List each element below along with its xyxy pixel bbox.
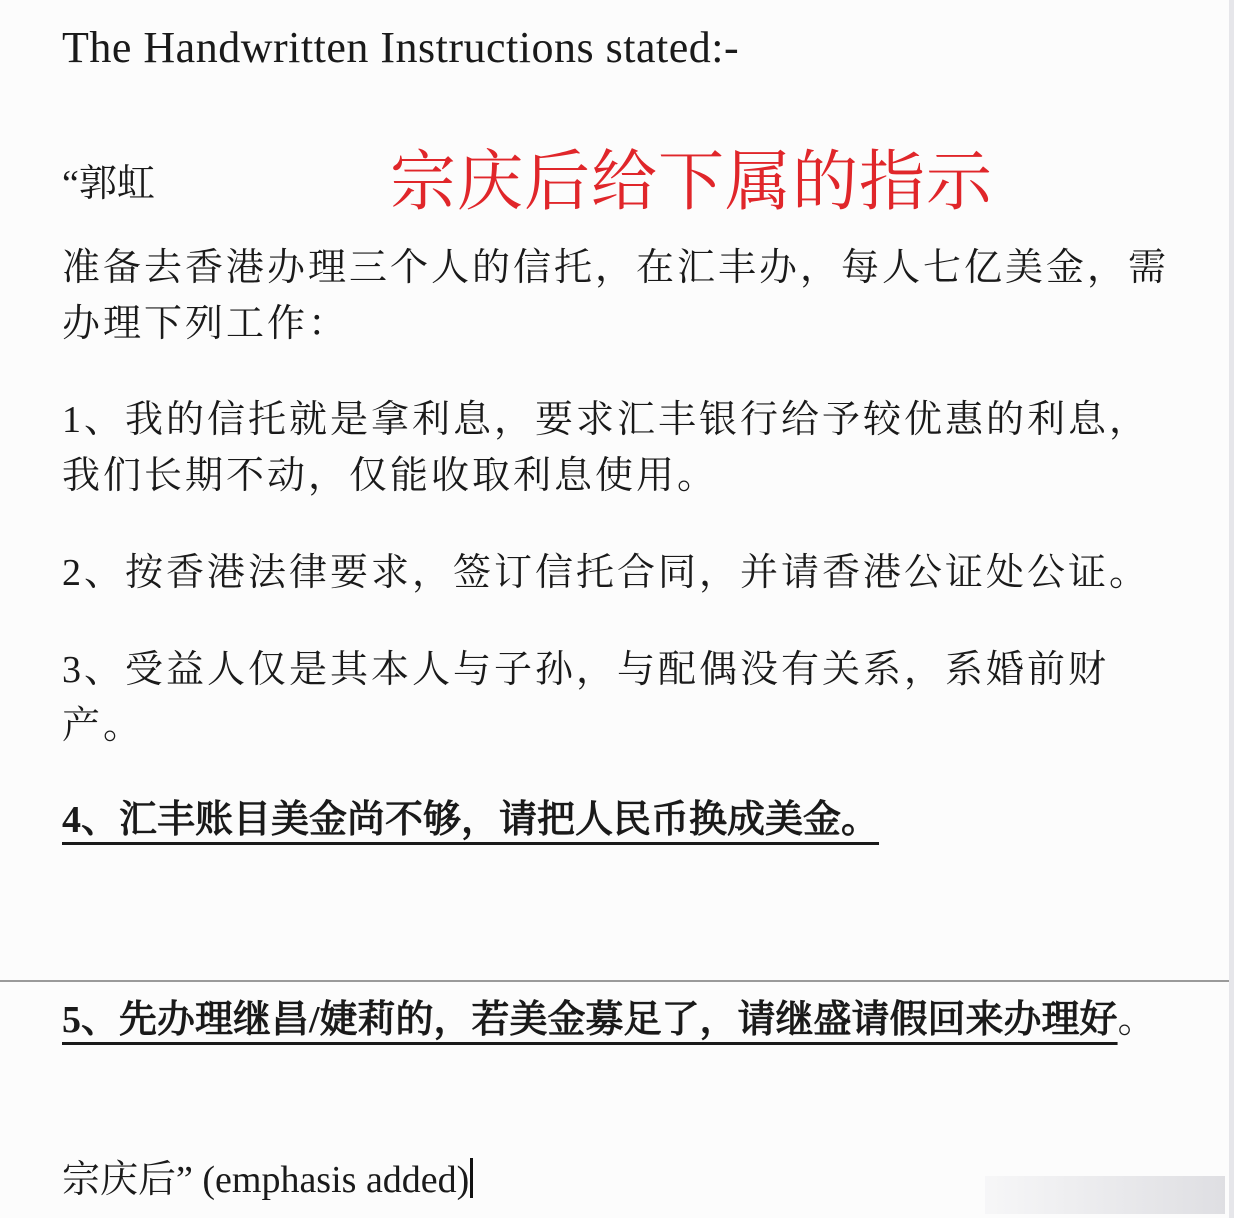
instruction-item-5-text: 5、先办理继昌/婕莉的，若美金募足了，请继盛请假回来办理好 — [62, 999, 1118, 1041]
window-edge — [1229, 0, 1234, 1218]
instruction-item-2: 2、按香港法律要求，签订信托合同，并请香港公证处公证。 — [62, 552, 1151, 594]
overlay-title: 宗庆后给下属的指示 — [390, 143, 993, 220]
signature-line[interactable] — [62, 1148, 473, 1203]
page-break-divider — [0, 980, 1234, 982]
instruction-item-1: 1、我的信托就是拿利息，要求汇丰银行给予较优惠的利息，我们长期不动，仅能收取利息使用。 — [62, 399, 1151, 497]
text-cursor — [470, 1158, 473, 1198]
instruction-item-4-text: 4、汇丰账目美金尚不够，请把人民币换成美金。 — [62, 799, 880, 841]
instruction-item-5 — [62, 992, 1182, 1048]
watermark-area — [985, 1176, 1225, 1214]
instruction-item-3: 3、受益人仅是其本人与子孙，与配偶没有关系，系婚前财产。 — [62, 649, 1110, 747]
intro-paragraph: 准备去香港办理三个人的信托，在汇丰办，每人七亿美金，需办理下列工作： — [62, 247, 1170, 345]
document-heading: The Handwritten Instructions stated:- — [62, 23, 740, 72]
signature-text: 宗庆后” (emphasis added) — [62, 1159, 470, 1201]
salutation: “郭虹 — [62, 163, 155, 205]
instruction-item-5-period: 。 — [1117, 999, 1156, 1041]
instruction-item-4 — [62, 792, 1182, 848]
